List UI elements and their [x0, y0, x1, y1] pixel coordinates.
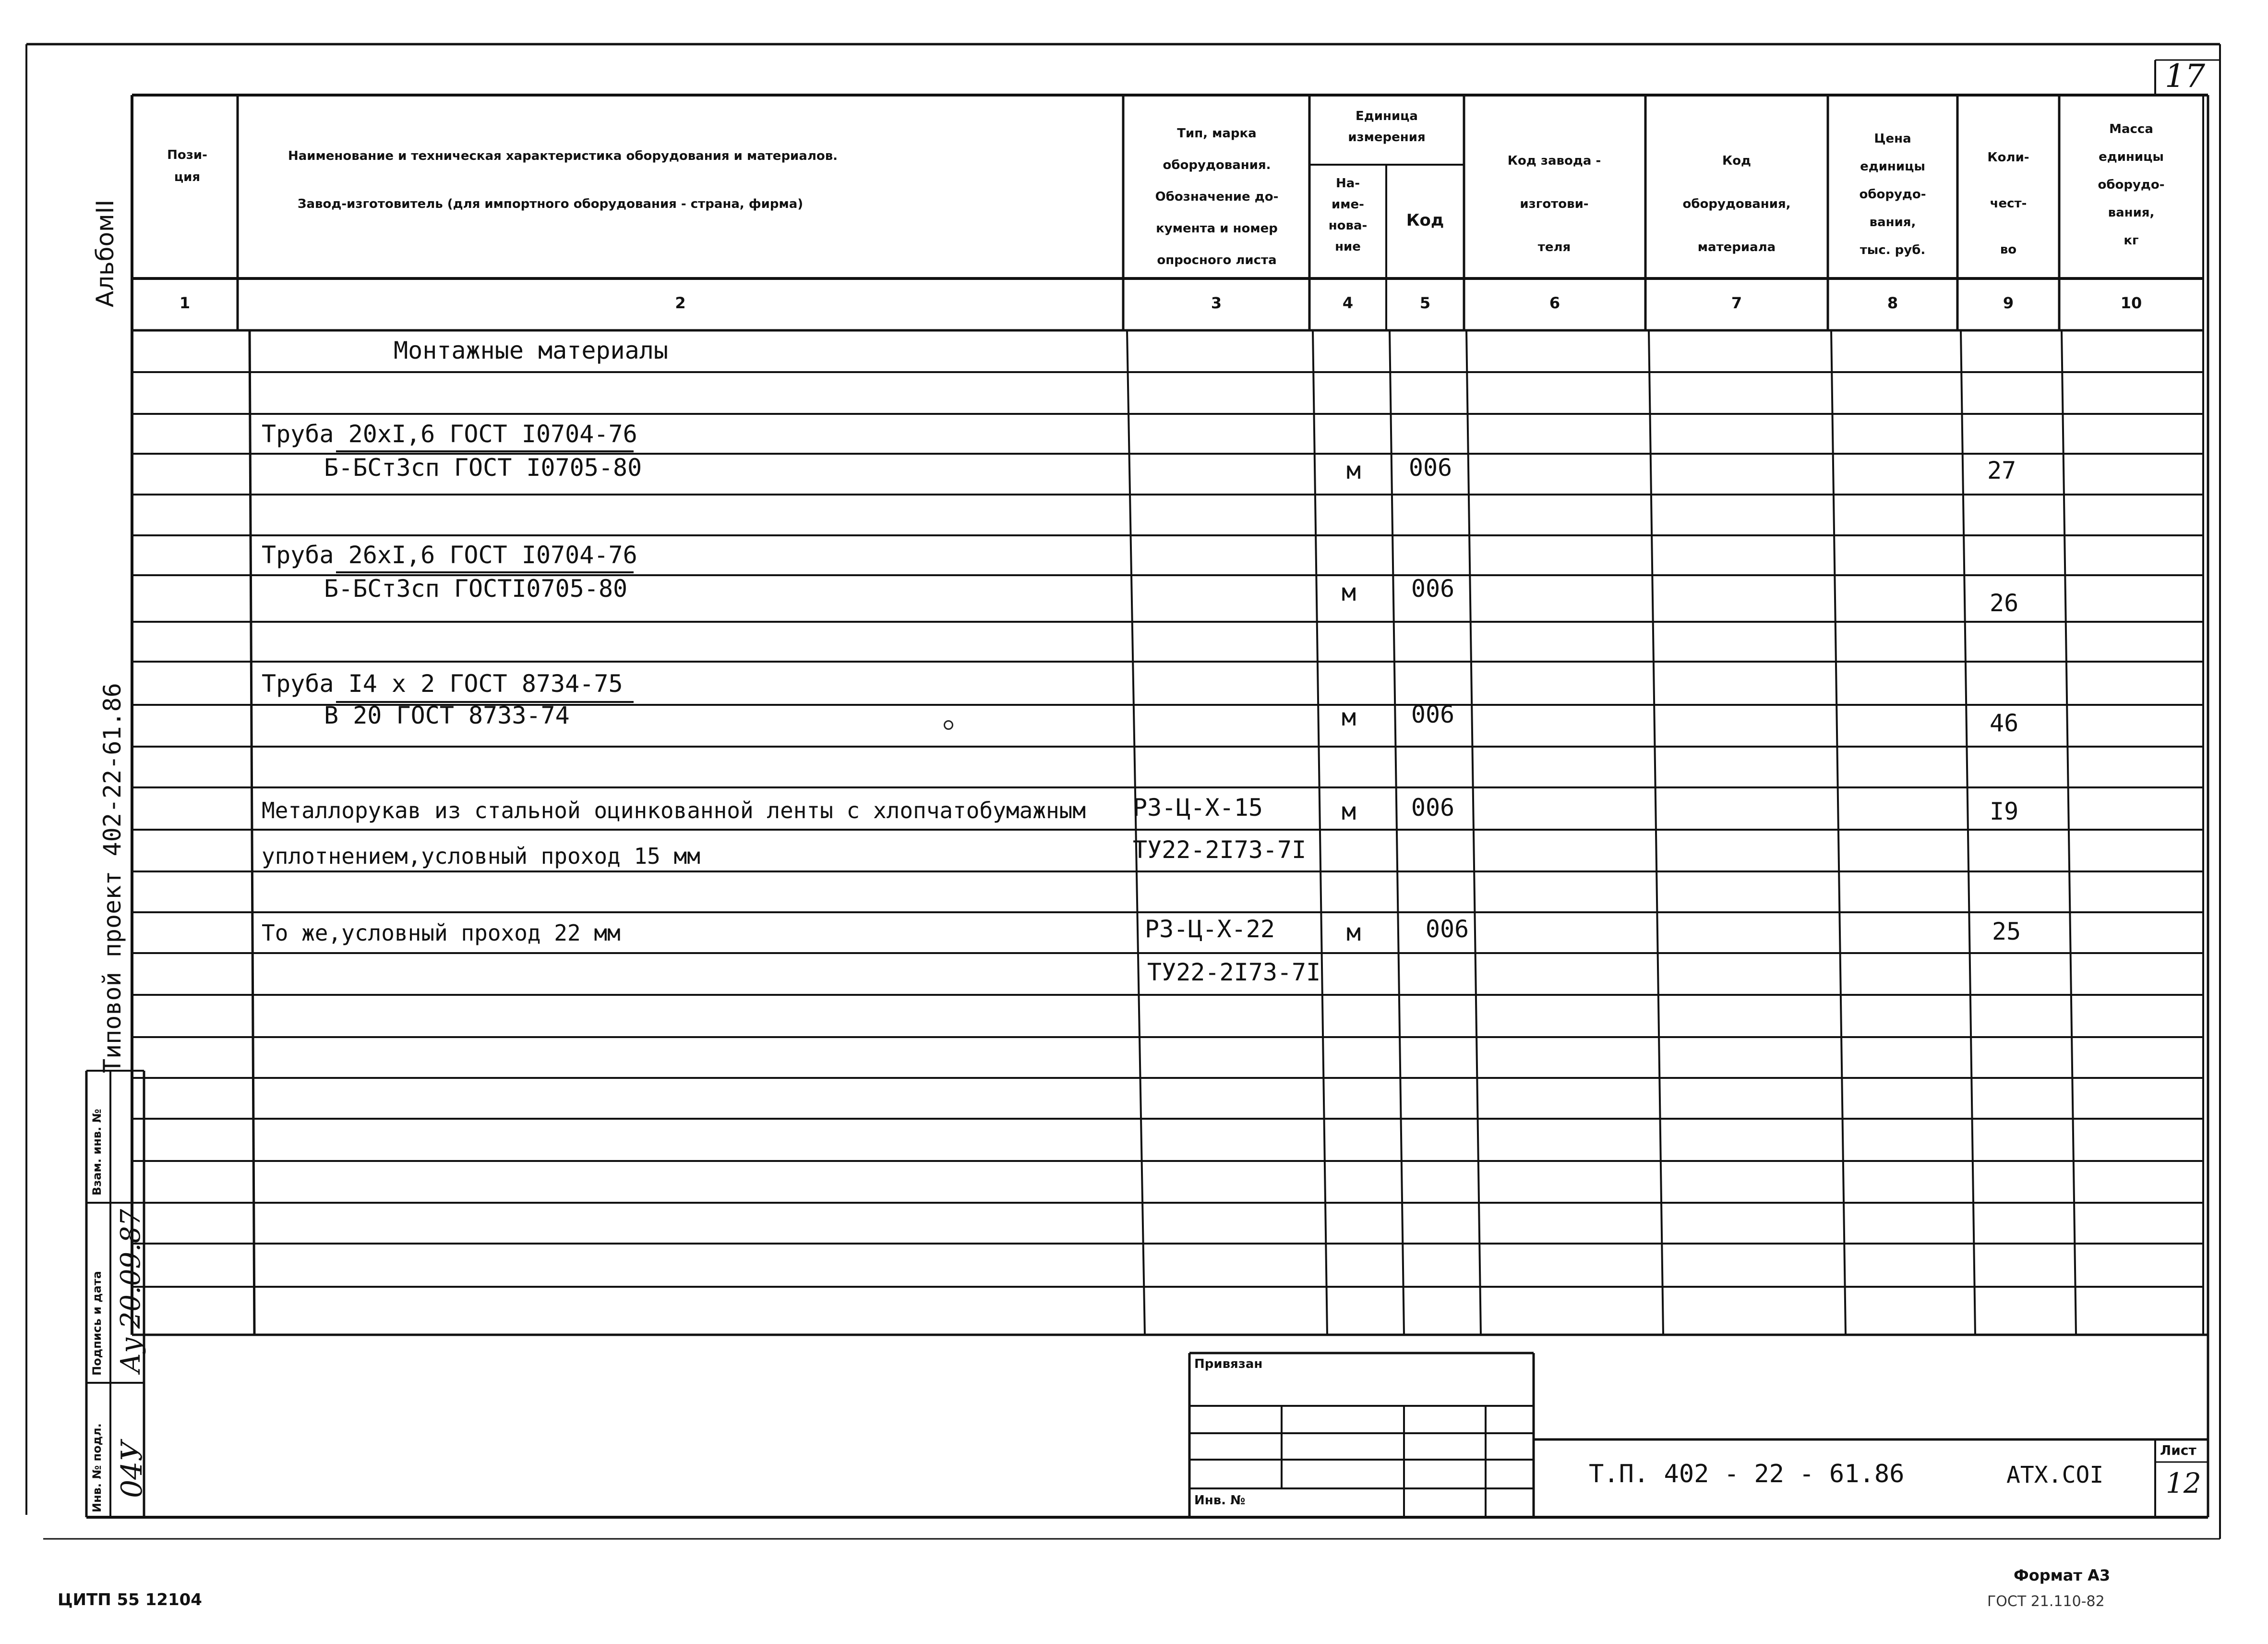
row-name: В 20 ГОСТ 8733-74 [324, 701, 570, 729]
row-qty: 27 [1987, 457, 2016, 484]
header-col1: Пози- ция [167, 148, 207, 184]
header-col5: Код [1406, 211, 1444, 230]
row-qty: 46 [1990, 709, 2019, 737]
row-code: 006 [1411, 794, 1455, 822]
colnum-9: 9 [2003, 294, 2014, 312]
margin-inv-podl-value: 04У [115, 1440, 149, 1498]
row-code: 006 [1411, 575, 1455, 603]
stamp-code: АТХ.СОI [2006, 1462, 2104, 1488]
colnum-1: 1 [179, 294, 191, 312]
colnum-6: 6 [1549, 294, 1560, 312]
colnum-7: 7 [1731, 294, 1742, 312]
footer-left: ЦИТП 55 12104 [58, 1590, 202, 1609]
row-name: Б-БСт3сп ГОСТ I0705-80 [324, 454, 642, 482]
stamp-inv-no: Инв. № [1194, 1493, 1246, 1508]
sheet-number-top: 17 [2165, 58, 2205, 95]
dot-circle [944, 720, 953, 730]
section-title: Монтажные материалы [394, 337, 668, 364]
header-unit-group: Единица измерения [1348, 109, 1426, 145]
header-col10: Масса единицы оборудо- вания, кг [2098, 122, 2165, 248]
project-label: Типовой проект 402-22-61.86 [98, 683, 126, 1073]
header-col3: Тип, марка оборудования. Обозначение до- кумента и номер опросного листа [1155, 126, 1279, 267]
colnum-8: 8 [1887, 294, 1898, 312]
row-name: Б-БСт3сп ГОСТI0705-80 [324, 575, 628, 603]
row-unit: м [1341, 579, 1356, 606]
colnum-3: 3 [1211, 294, 1222, 312]
row-unit: м [1346, 919, 1361, 946]
margin-podpis: Подпись и дата [90, 1271, 104, 1376]
margin-inv-vzam: Взам. инв. № [90, 1109, 104, 1196]
stamp-designation: Т.П. 402 - 22 - 61.86 [1589, 1460, 1905, 1488]
row-qty: 25 [1992, 918, 2021, 945]
album-label: АльбомII [91, 199, 119, 307]
row-name: Труба 26хI,6 ГОСТ I0704-76 [262, 541, 637, 569]
header-col9: Коли- чест- во [1987, 150, 2029, 257]
row-code: 006 [1411, 701, 1455, 728]
header-col2-line2: Завод-изготовитель (для импортного оборудования - страна, фирма) [298, 197, 804, 211]
row-code: 006 [1408, 454, 1452, 482]
row-type: РЗ-Ц-Х-22 [1145, 915, 1275, 943]
row-name: Труба I4 х 2 ГОСТ 8734-75 [262, 670, 623, 698]
row-unit: м [1341, 798, 1356, 825]
margin-podpis-value: Ау 20.09.87 [115, 1209, 146, 1373]
row-qty: 26 [1990, 589, 2019, 617]
stamp-list-value: 12 [2166, 1467, 2201, 1499]
row-name: Металлорукав из стальной оцинкованной ленты с хлопчатобумажным [262, 798, 1086, 823]
header-col4: На- име- нова- ние [1328, 176, 1368, 254]
stamp-list-label: Лист [2160, 1442, 2196, 1458]
row-type: ТУ22-2I73-7I [1133, 836, 1307, 864]
colnum-4: 4 [1342, 294, 1354, 312]
stamp-privyazan: Привязан [1194, 1357, 1263, 1371]
header-col8: Цена единицы оборудо- вания, тыс. руб. [1859, 132, 1926, 257]
row-type: РЗ-Ц-Х-15 [1133, 794, 1263, 822]
row-qty: I9 [1990, 798, 2019, 825]
row-unit: м [1346, 457, 1361, 484]
footer-format: Формат А3 [2014, 1566, 2111, 1584]
margin-inv-podl: Инв. № подл. [90, 1423, 104, 1512]
colnum-5: 5 [1419, 294, 1431, 312]
row-name: уплотнением,условный проход 15 мм [262, 843, 700, 869]
row-name: То же,условный проход 22 мм [262, 920, 621, 946]
row-code: 006 [1425, 915, 1469, 943]
row-name: Труба 20хI,6 ГОСТ I0704-76 [262, 420, 637, 448]
row-unit: м [1341, 703, 1356, 731]
row-type: ТУ22-2I73-7I [1147, 958, 1321, 986]
footer-gost: ГОСТ 21.110-82 [1987, 1593, 2105, 1610]
header-col2-line1: Наименование и техническая характеристика оборудования и материалов. [288, 149, 838, 163]
colnum-2: 2 [675, 294, 686, 312]
colnum-10: 10 [2120, 294, 2142, 312]
header-col7: Код оборудования, материала [1682, 154, 1791, 254]
header-col6: Код завода - изготови- теля [1507, 154, 1601, 254]
